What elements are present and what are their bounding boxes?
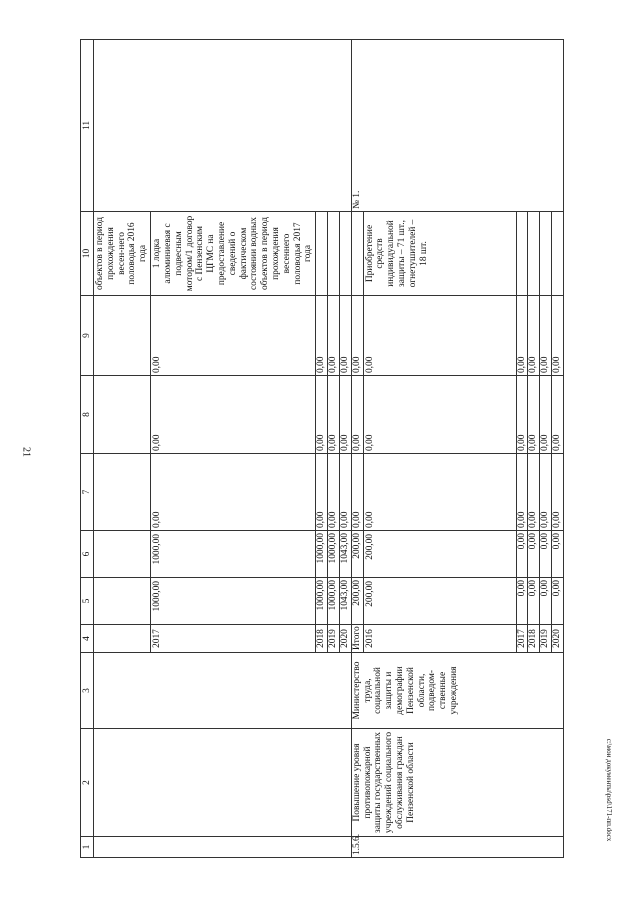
col-header-1: 1 <box>81 837 94 858</box>
table-row: 1.5.6. Повышение уровня противопожарной защиты государственных учреждений социального обслуживания граждан Пензенской области Министерство труда, социальной защиты и демографии Пензенской области, подведом-ственные учреждения Итого 200,00 200,00 0,00 0,00 0,00 № 1. <box>351 40 363 858</box>
col-header-3: 3 <box>81 653 94 729</box>
col-header-11: 11 <box>81 40 94 212</box>
col-header-7: 7 <box>81 454 94 531</box>
col-header-10: 10 <box>81 212 94 296</box>
result-text: 1 лодка алюминиевая с подвесным мотором/1 договор с Пензенским ЦГМС на предоставление сведений о фактическом состоянии водных объектов в период прохождения весеннего половодья 2017 года <box>151 212 316 296</box>
table-row: 2019 1000,00 1000,00 0,00 0,00 0,00 <box>328 40 340 858</box>
item-indicator-ref: № 1. <box>351 40 563 212</box>
table-row: 2020 0,00 0,00 0,00 0,00 0,00 <box>551 40 563 858</box>
result-text: Приобретение средств индивидуальной защиты – 71 шт., огнетушителей – 18 шт. <box>363 212 516 296</box>
table-row: 2016 200,00 200,00 0,00 0,00 0,00 Приобретение средств индивидуальной защиты – 71 шт., огнетушителей – 18 шт. <box>363 40 516 858</box>
table-row: 2017 1000,00 1000,00 0,00 0,00 0,00 1 лодка алюминиевая с подвесным мотором/1 договор с Пензенским ЦГМС на предоставление сведений о фактическом состоянии водных объектов в период прохождения весеннего половодья 2017 года <box>151 40 316 858</box>
col-header-5: 5 <box>81 578 94 625</box>
col-header-9: 9 <box>81 296 94 376</box>
item-number: 1.5.6. <box>351 837 563 858</box>
program-measures-table <box>80 39 564 858</box>
table-row <box>94 40 151 858</box>
column-number-row <box>81 40 94 858</box>
rotated-table-sheet <box>80 40 586 858</box>
col-header-8: 8 <box>81 376 94 454</box>
table-row: 2019 0,00 0,00 0,00 0,00 0,00 <box>540 40 552 858</box>
col-header-4: 4 <box>81 625 94 653</box>
page-number: 21 <box>20 447 32 457</box>
item-executor: Министерство труда, социальной защиты и демографии Пензенской области, подведом-ственные учреждения <box>351 653 563 729</box>
table-row: 2018 1000,00 1000,00 0,00 0,00 0,00 <box>316 40 328 858</box>
result-text: объектов в период прохождения весен-него половодья 2016 года <box>94 212 151 296</box>
col-header-6: 6 <box>81 531 94 578</box>
table-row: 2020 1043,00 1043,00 0,00 0,00 0,00 <box>339 40 351 858</box>
file-path-footer: c:\мои документы\psd\171-пп.docx <box>605 738 613 842</box>
table-row: 2018 0,00 0,00 0,00 0,00 0,00 <box>528 40 540 858</box>
table-row: 2017 0,00 0,00 0,00 0,00 0,00 <box>516 40 528 858</box>
col-header-2: 2 <box>81 729 94 837</box>
item-name: Повышение уровня противопожарной защиты государственных учреждений социального обслуживания граждан Пензенской области <box>351 729 563 837</box>
